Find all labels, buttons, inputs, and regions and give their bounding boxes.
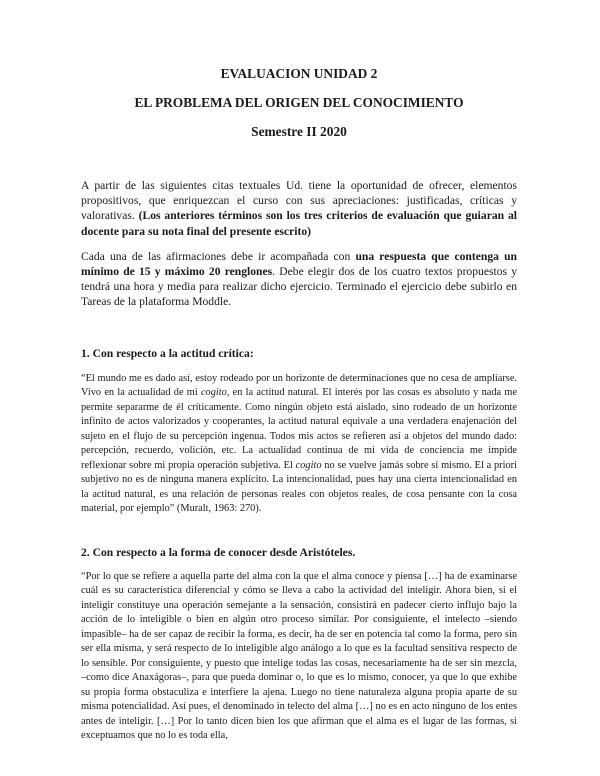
semester-label: Semestre II 2020 <box>251 124 347 139</box>
document-body <box>81 66 517 744</box>
quote-1-italic-cogito: cogito <box>200 387 227 399</box>
document-subtitle: EL PROBLEMA DEL ORIGEN DEL CONOCIMIENTO <box>134 95 464 110</box>
section-1-quote <box>81 372 517 517</box>
instructions-text-b: . Debe elegir dos de los cuatro textos propuestos y tendrá una hora y media para realizar dicho ejercicio. Terminado el ejercicio debe subirlo en Tareas de la plataforma Moddle. <box>81 265 517 309</box>
intro-paragraph <box>81 178 517 239</box>
document-title: EVALUACION UNIDAD 2 <box>220 66 378 81</box>
evaluation-criteria-note: (Los anteriores términos son los tres criterios de evaluación que guiaran al docente para su nota final del presente escrito) <box>81 209 517 238</box>
quote-1-text-b: , en la actitud natural. El interés por las cosas es absoluto y nada me permite separarme de él críticamente. Como ningún objeto está aislado, sino rodeado de un horizonte infinito de actos valorizados y cooperantes, la actitud natural equivale a una verdadera enajenación del sujeto en el flujo de su percepción ingenua. Todos mis actos se refieren así a objetos del mundo dado: percepción, recuerdo, volición, etc. La actualidad continua de mi vida de conciencia me impide reflexionar sobre mi propia operación subjetiva. El <box>81 387 517 471</box>
quote-1-text-a: “El mundo me es dado así, estoy rodeado por un horizonte de determinaciones que no cesa de ampliarse. Vivo en la actualidad de mi <box>81 372 517 399</box>
section-2-quote: “Por lo que se refiere a aquella parte del alma con la que el alma conoce y piensa […] ha de examinarse cuál es su característica diferencial y cómo se lleva a cabo la actividad del inteligir. Ahora bien, si el inteligir constituye una operación semejante a la sensación, consistirá en padecer cierto influjo bajo la acción de lo inteligible o bien en algún otro proceso similar. Por consiguiente, el intelecto –siendo impasible– ha de ser capaz de recibir la forma, es decir, ha de ser en potencia tal como la forma, pero sin ser ella misma, y será respecto de lo inteligible algo análogo a lo que es la facultad sensitiva respecto de lo sensible. Por consiguiente, y puesto que intelige todas las cosas, necesariamente ha de ser sin mezcla, –como dice Anaxágoras–, para que pueda dominar o, lo que es lo mismo, conocer, ya que lo que exhibe su propia forma obstaculiza e interfiere la ajena. Luego no tiene naturaleza alguna propia aparte de su misma potencialidad. Así pues, el denominado in telecto del alma […] no es en acto ninguno de los entes antes de inteligir. […] Por lo tanto dicen bien los que afirman que el alma es el lugar de las formas, si exceptuamos que no lo es toda ella, <box>81 570 517 742</box>
intro-text: A partir de las siguientes citas textuales Ud. tiene la oportunidad de ofrecer, elementos propositivos, que enriquezcan el curso con sus apreciaciones: justificadas, críticas y valorativas. <box>81 179 517 223</box>
quote-1-italic-cogito-2: cogito <box>295 459 322 471</box>
instructions-text-a: Cada una de las afirmaciones debe ir acompañada con <box>81 249 356 263</box>
quote-1-text-c: no se vuelve jamás sobre sí mismo. El a priori subjetivo no es de ninguna manera explícito. La intencionalidad, pues hay una cierta intencionalidad en la actitud natural, es una relación de personas reales con objetos reales, de cosa pensante con la cosa material, por ejemplo” (Muralt, 1963: 270). <box>81 459 517 515</box>
section-1-heading: 1. Con respecto a la actitud crítica: <box>81 346 254 360</box>
section-2-heading: 2. Con respecto a la forma de conocer desde Aristóteles. <box>81 545 356 559</box>
instructions-paragraph <box>81 249 517 310</box>
length-requirement: una respuesta que contenga un mínimo de 15 y máximo 20 renglones <box>81 249 517 279</box>
